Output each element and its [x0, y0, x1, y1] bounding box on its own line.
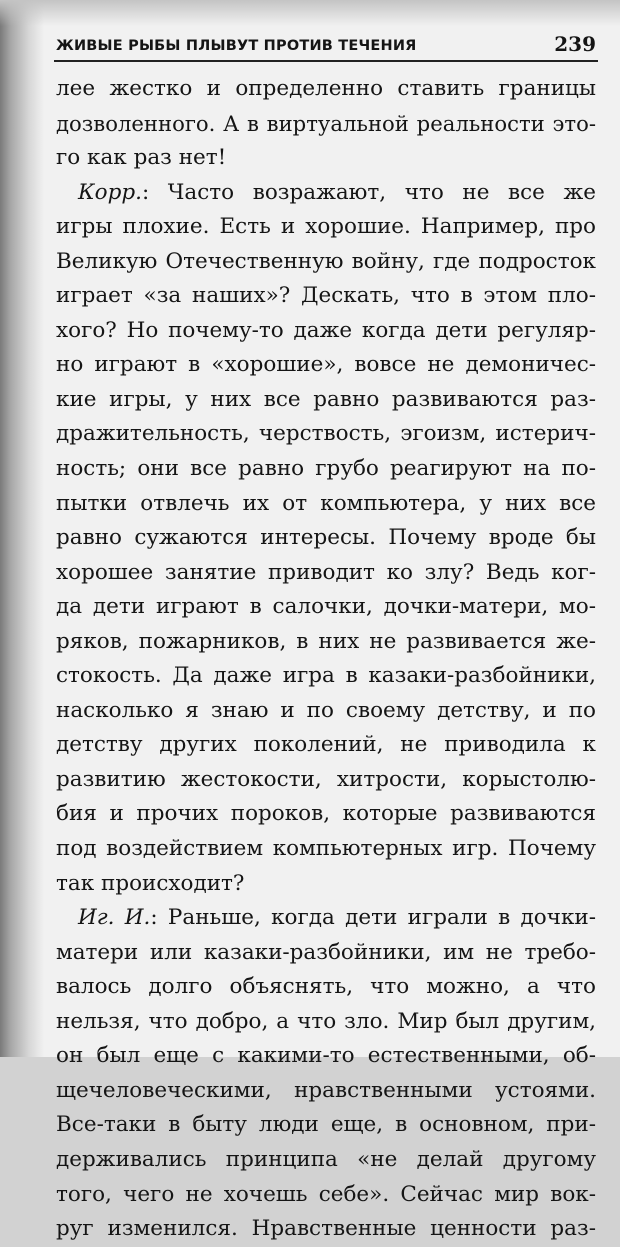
text-line: дражительность, черствость, эгоизм, истерич- — [56, 421, 596, 447]
body-text — [56, 72, 596, 1247]
text-line: дозволенного. А в виртуальной реальности это- — [56, 110, 596, 136]
text-line: нельзя, что добро, а что зло. Мир был другим, — [56, 1008, 596, 1034]
text-line: Все-таки в быту люди еще, в основном, при- — [56, 1112, 596, 1138]
binding-shadow — [0, 0, 44, 1057]
text-line: валось долго объяснять, что можно, а что — [56, 974, 596, 1000]
text-line: он был еще с какими-то естественными, об- — [56, 1043, 596, 1069]
text-line: да дети играют в салочки, дочки-матери, мо- — [56, 594, 596, 620]
text-line: стокость. Да даже игра в казаки-разбойники, — [56, 663, 596, 689]
text-span: : Часто возражают, что не все же — [141, 179, 596, 205]
text-line: ряков, пожарников, в них не развивается же- — [56, 628, 596, 654]
text-line: бия и прочих пороков, которые развиваются — [56, 801, 596, 827]
text-line: игры плохие. Есть и хорошие. Например, про — [56, 214, 596, 240]
text-line: под воздействием компьютерных игр. Почему — [56, 836, 596, 862]
text-line: пытки отвлечь их от компьютера, у них все — [56, 490, 596, 516]
text-line: лее жестко и определенно ставить границы — [56, 76, 596, 101]
running-title: ЖИВЫЕ РЫБЫ ПЛЫВУТ ПРОТИВ ТЕЧЕНИЯ — [56, 38, 417, 54]
text-line: держивались принципа «не делай другому — [56, 1146, 596, 1172]
text-line: ность; они все равно грубо реагируют на по- — [56, 456, 596, 482]
top-edge-shadow — [0, 0, 620, 26]
header-rule — [54, 60, 598, 62]
text-line: детству других поколений, не приводила к — [56, 732, 596, 758]
text-line: играет «за наших»? Дескать, что в этом пло- — [56, 283, 596, 309]
text-line: равно сужаются интересы. Почему вроде бы — [56, 525, 596, 551]
text-line: хорошее занятие приводит ко злу? Ведь ког- — [56, 559, 596, 585]
text-line: так происходит? — [56, 870, 245, 896]
text-line: хого? Но почему-то даже когда дети регуляр- — [56, 317, 596, 343]
page-header — [56, 28, 604, 60]
text-line: кие игры, у них все равно развиваются раз- — [56, 386, 596, 412]
text-line: Великую Отечественную войну, где подросток — [56, 248, 596, 274]
speaker-label: Иг. И. — [78, 905, 151, 931]
speaker-label: Корр. — [78, 179, 142, 205]
text-line: матери или казаки-разбойники, им не требо- — [56, 939, 596, 965]
page-number: 239 — [554, 32, 596, 56]
text-line: развитию жестокости, хитрости, корыстолю- — [56, 766, 596, 792]
text-line: но играют в «хорошие», вовсе не демоничес- — [56, 352, 596, 378]
text-span: : Раньше, когда дети играли в дочки- — [150, 905, 596, 931]
text-line — [56, 176, 596, 211]
text-line — [56, 901, 596, 936]
text-line: го как раз нет! — [56, 145, 227, 171]
text-line: руг изменился. Нравственные ценности раз- — [56, 1216, 596, 1242]
text-line: щечеловеческими, нравственными устоями. — [56, 1077, 596, 1103]
text-line: насколько я знаю и по своему детству, и по — [56, 697, 596, 723]
text-line: того, чего не хочешь себе». Сейчас мир вок- — [56, 1181, 596, 1207]
